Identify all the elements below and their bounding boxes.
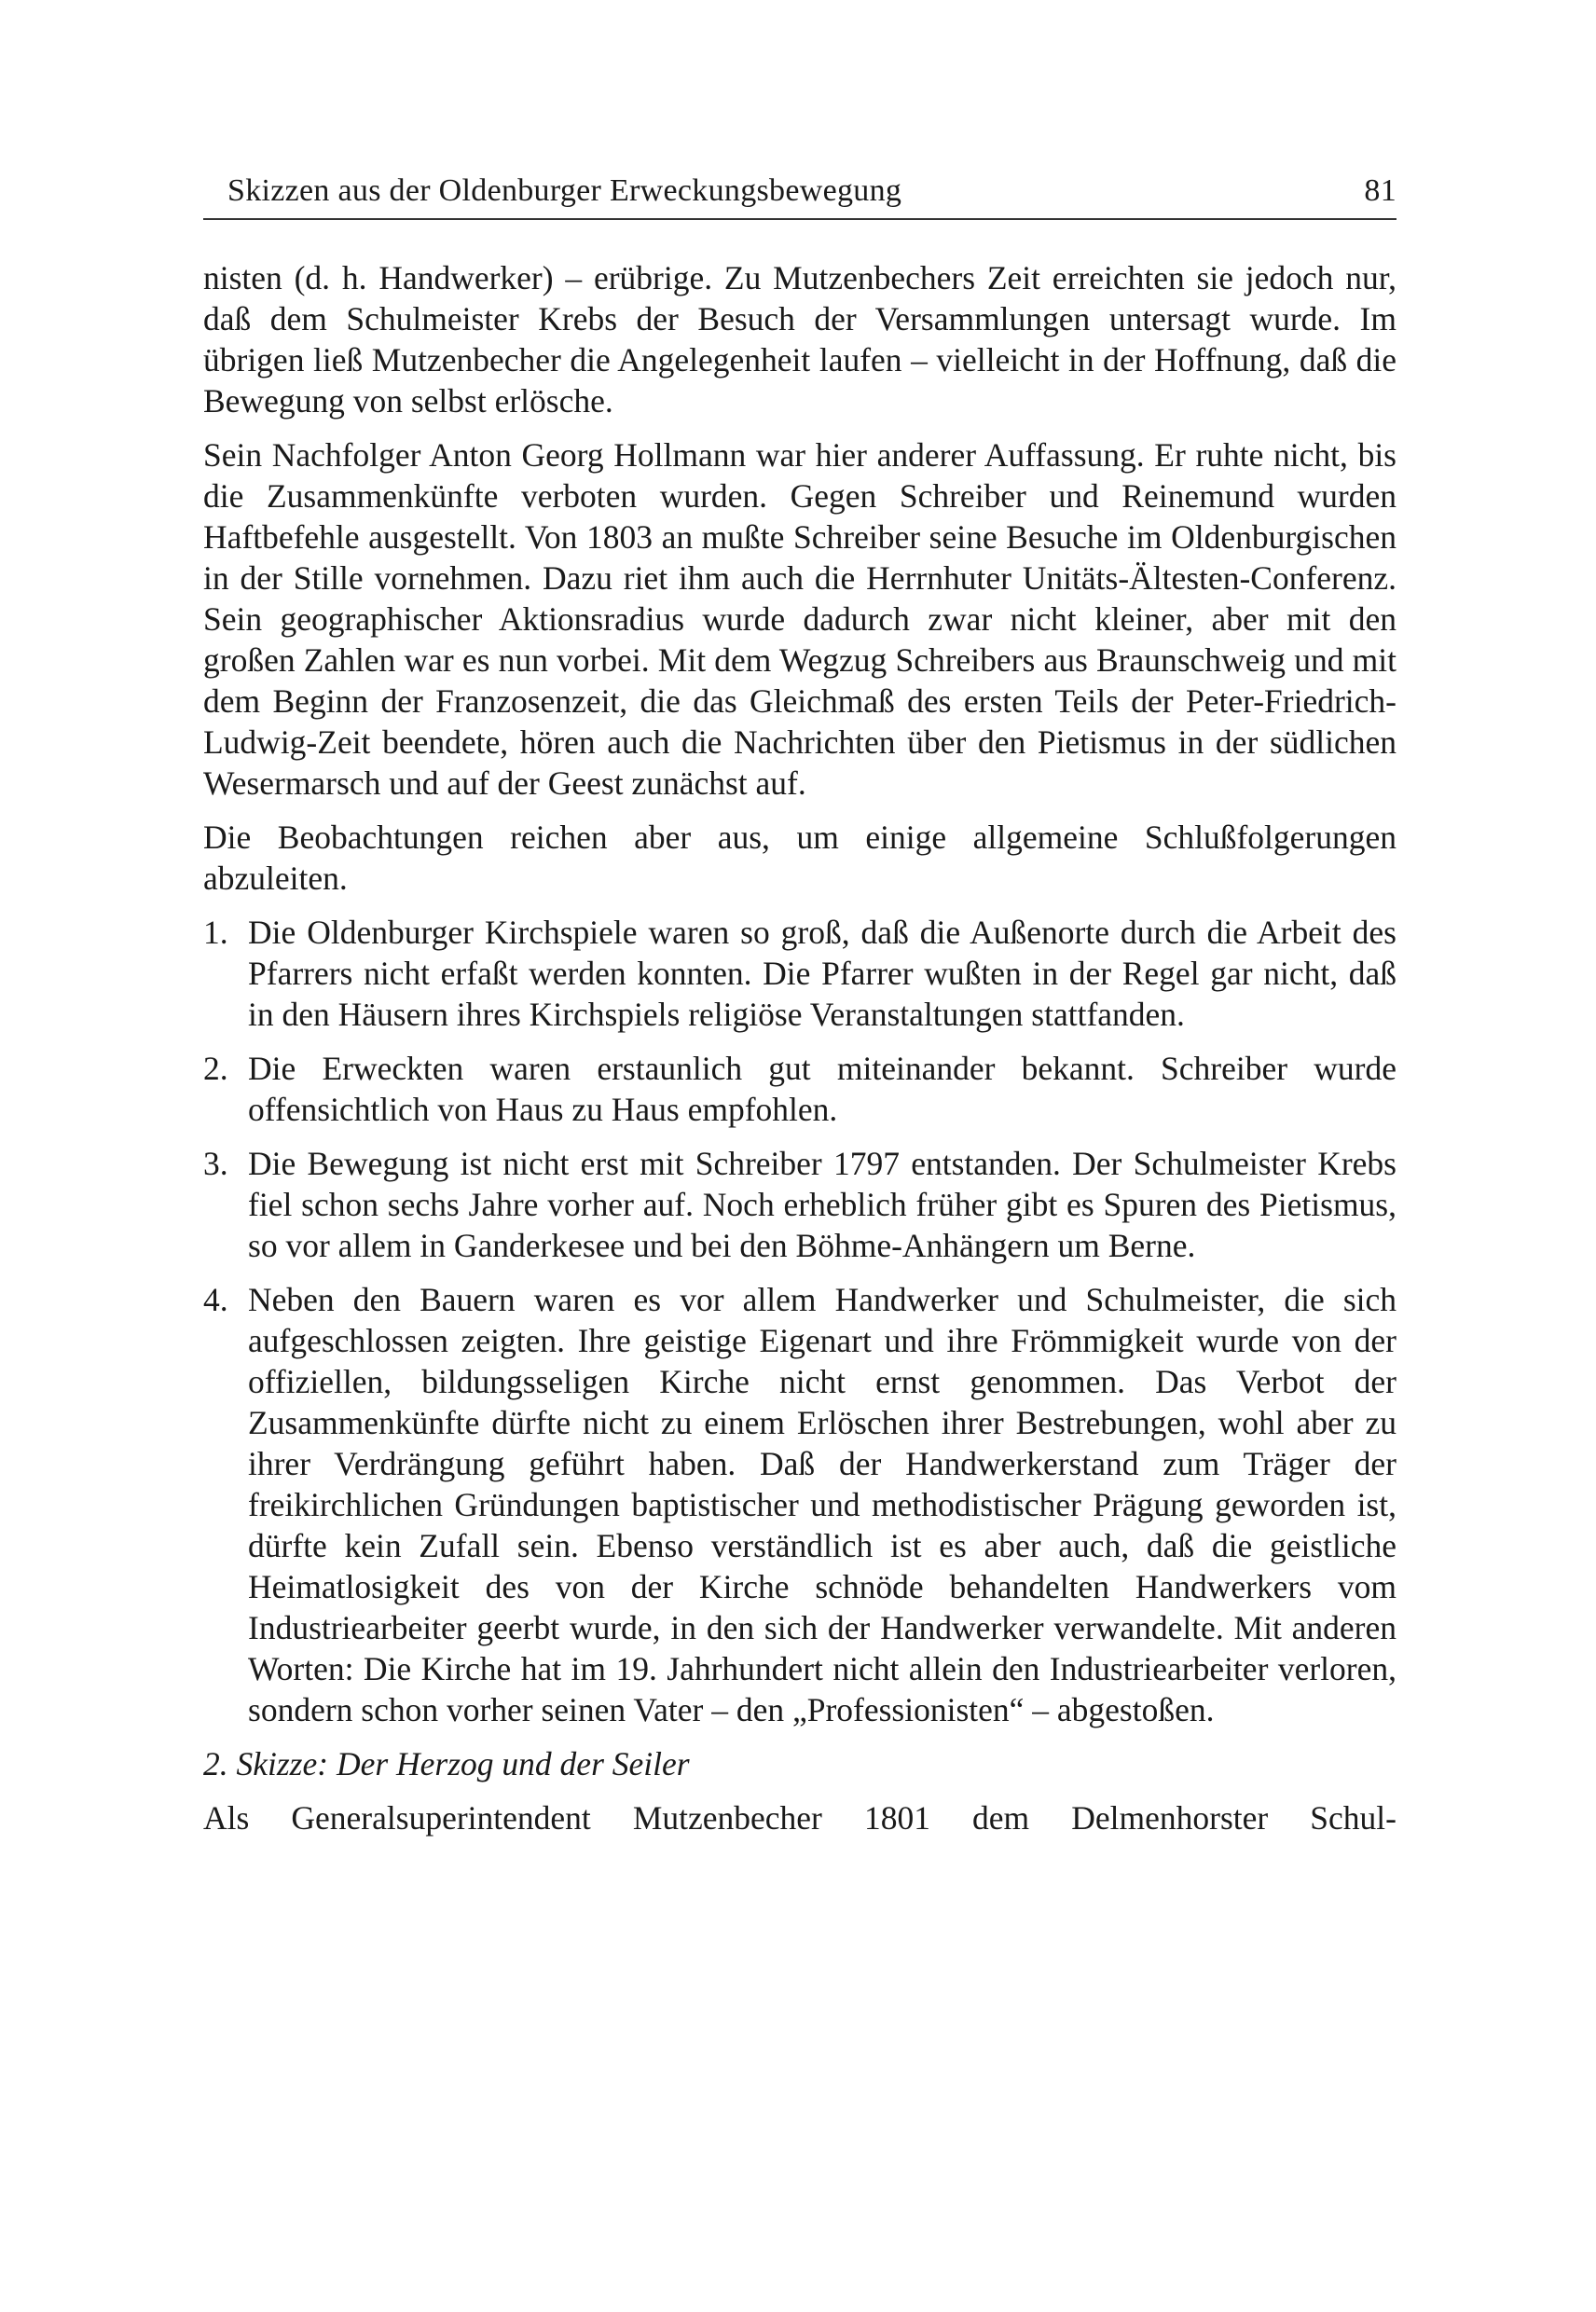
paragraph: Sein Nachfolger Anton Georg Hollmann war hier anderer Auffassung. Er ruhte nicht, bis die Zusammenkünfte verboten wurden. Gegen Schreiber und Reinemund wurden Haftbefehle ausgestellt. Von 1803 an mußte Schreiber seine Besuche im Oldenburgischen in der Stille vornehmen. Dazu riet ihm auch die Herrnhuter Unitäts-Ältesten-Conferenz. Sein geographischer Aktionsradius wurde dadurch zwar nicht kleiner, aber mit den großen Zahlen war es nun vorbei. Mit dem Wegzug Schreibers aus Braunschweig und mit dem Beginn der Franzosenzeit, die das Gleichmaß des ersten Teils der Peter-Friedrich-Ludwig-Zeit beendete, hören auch die Nachrichten über den Pietismus in der südlichen Wesermarsch und auf der Geest zunächst auf. <box>203 436 1396 802</box>
running-header-title: Skizzen aus der Oldenburger Erweckungsbewegung <box>227 173 902 208</box>
page-number: 81 <box>1364 173 1396 208</box>
list-item-number: 2. <box>203 1050 228 1087</box>
running-header <box>203 172 1396 220</box>
numbered-list <box>203 912 1396 1730</box>
list-item-text: Neben den Bauern waren es vor allem Handwerker und Schulmeister, die sich aufgeschlossen zeigten. Ihre geistige Eigenart und ihre Frömmigkeit wurde von der offiziellen, bildungsseligen Kirche nicht ernst genommen. Das Verbot der Zusammenkünfte dürfte nicht zu einem Erlöschen ihrer Bestrebungen, wohl aber zu ihrer Verdrängung geführt haben. Daß der Handwerkerstand zum Träger der freikirchlichen Gründungen baptistischer und methodistischer Prägung geworden ist, dürfte kein Zufall sein. Ebenso verständlich ist es aber auch, daß die geistliche Heimatlosigkeit des von der Kirche schnöde behandelten Handwerkers vom Industriearbeiter geerbt wurde, in den sich der Handwerker verwandelte. Mit anderen Worten: Die Kirche hat im 19. Jahrhundert nicht allein den Industriearbeiter verloren, sondern schon vorher seinen Vater – den „Professionisten“ – abgestoßen. <box>248 1281 1396 1728</box>
list-item-number: 3. <box>203 1145 228 1182</box>
list-item-text: Die Erweckten waren erstaunlich gut miteinander bekannt. Schreiber wurde offensichtlich von Haus zu Haus empfohlen. <box>248 1050 1396 1128</box>
list-item-number: 4. <box>203 1281 228 1318</box>
list-item-text: Die Oldenburger Kirchspiele waren so groß, daß die Außenorte durch die Arbeit des Pfarrers nicht erfaßt werden konnten. Die Pfarrer wußten in der Regel gar nicht, daß in den Häusern ihres Kirchspiels religiöse Veranstaltungen stattfanden. <box>248 914 1396 1033</box>
list-item <box>203 1279 1396 1730</box>
list-item-number: 1. <box>203 914 228 951</box>
paragraph: Die Beobachtungen reichen aber aus, um einige allgemeine Schlußfolgerungen abzuleiten. <box>203 819 1396 897</box>
paragraph: Als Generalsuperintendent Mutzenbecher 1801 dem Delmenhorster Schul- <box>203 1799 1396 1837</box>
body-text <box>203 257 1396 1851</box>
list-item <box>203 1048 1396 1130</box>
paragraph: nisten (d. h. Handwerker) – erübrige. Zu Mutzenbechers Zeit erreichten sie jedoch nur, daß dem Schulmeister Krebs der Besuch der Versammlungen untersagt wurde. Im übrigen ließ Mutzenbecher die Angelegenheit laufen – vielleicht in der Hoffnung, daß die Bewegung von selbst erlösche. <box>203 259 1396 420</box>
list-item <box>203 1143 1396 1266</box>
list-item <box>203 912 1396 1035</box>
section-heading: 2. Skizze: Der Herzog und der Seiler <box>203 1745 690 1782</box>
list-item-text: Die Bewegung ist nicht erst mit Schreiber 1797 entstanden. Der Schulmeister Krebs fiel schon sechs Jahre vorher auf. Noch erheblich früher gibt es Spuren des Pietismus, so vor allem in Ganderkesee und bei den Böhme-Anhängern um Berne. <box>248 1145 1396 1264</box>
